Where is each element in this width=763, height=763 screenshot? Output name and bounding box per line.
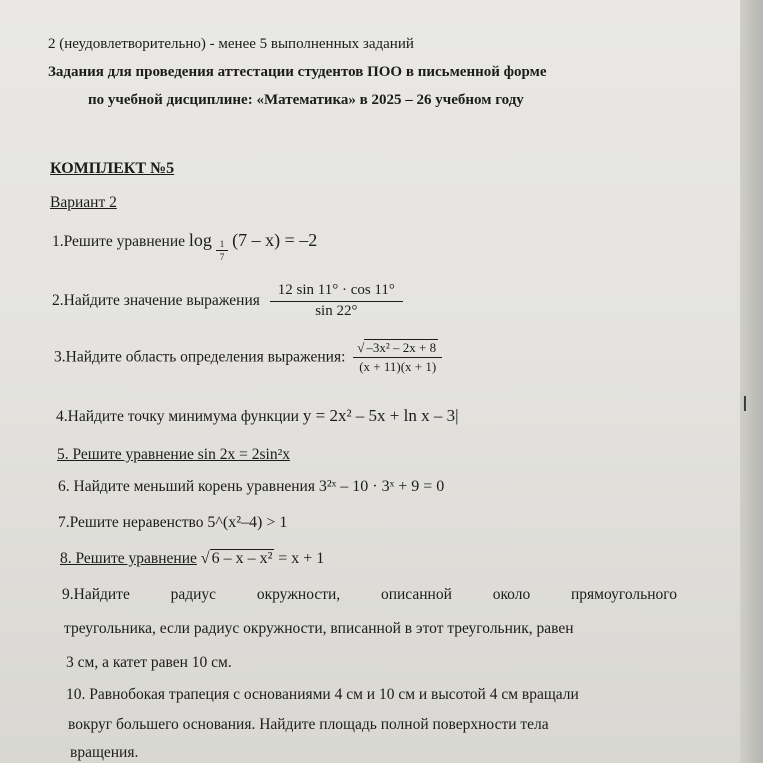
task-9-line-2: треугольника, если радиус окружности, вписанной в этот треугольник, равен [64,620,574,637]
task-1-text: 1.Решите уравнение [52,233,186,250]
task-10-line-3: вращения. [70,744,139,761]
task-9-line-1 [62,586,677,604]
desk-edge [740,0,763,763]
task-6-expr: 3²ˣ – 10 · 3ˣ + 9 = 0 [318,478,445,495]
task-9-word: 9.Найдите [62,586,130,603]
task-1-log-base [216,239,229,262]
task-7-text: 7.Решите неравенство [58,514,204,531]
task-2-denominator: sin 22° [315,303,358,319]
task-2-fraction [270,282,403,320]
task-7-expr: 5^(x²–4) > 1 [207,514,288,531]
task-3-text: 3.Найдите область определения выражения: [54,348,346,366]
task-1-base-num: 1 [216,239,229,251]
task-8-rhs: = x + 1 [278,550,325,567]
set-label: КОМПЛЕКТ №5 [50,160,175,177]
task-3-fraction [353,340,442,375]
task-3-numerator: √ –3x² – 2x + 8 [353,340,442,358]
task-10-line-2: вокруг большего основания. Найдите площадь полной поверхности тела [68,716,549,733]
task-9-word: описанной [380,586,452,603]
task-5: 5. Решите уравнение sin 2x = 2sin²x [57,446,290,463]
task-1-log: log [188,230,212,250]
task-1-base-den: 7 [219,252,225,262]
task-1 [52,230,317,262]
task-3-radicand: –3x² – 2x + 8 [366,340,437,355]
task-10-line-1: 10. Равнобокая трапеция с основаниями 4 см и 10 см и высотой 4 см вращали [66,686,579,703]
task-4-text: 4.Найдите точку минимума функции [56,408,299,425]
task-8-root: √ 6 – x – x² [200,550,273,567]
task-4-expr: y = 2x² – 5x + ln x – 3| [302,406,459,425]
task-2 [52,282,403,320]
task-6 [58,478,444,496]
grade-line: 2 (неудовлетворительно) - менее 5 выполненных заданий [48,36,414,52]
task-9-line-3: 3 см, а катет равен 10 см. [66,654,232,671]
task-8-text: 8. Решите уравнение [60,550,197,567]
task-9-word: окружности, [256,586,341,603]
task-2-numerator: 12 sin 11° · cos 11° [270,282,403,302]
text-cursor-icon: I [742,392,748,416]
task-3-denominator: (x + 11)(x + 1) [359,359,437,374]
task-8 [60,550,324,568]
task-4 [56,406,459,426]
task-1-expr: (7 – x) = –2 [232,230,318,250]
task-9-word: около [492,586,531,603]
task-3 [54,340,442,375]
variant-label: Вариант 2 [50,194,117,211]
task-9-word: радиус [170,586,217,603]
title-line-2: по учебной дисциплине: «Математика» в 2025 – 26 учебном году [88,92,524,108]
task-2-text: 2.Найдите значение выражения [52,292,260,309]
task-7 [58,514,287,532]
title-line-1: Задания для проведения аттестации студентов ПОО в письменной форме [48,64,547,80]
task-9-word: прямоугольного [571,586,677,603]
task-6-text: 6. Найдите меньший корень уравнения [58,478,315,495]
task-8-radicand: 6 – x – x² [211,550,273,567]
